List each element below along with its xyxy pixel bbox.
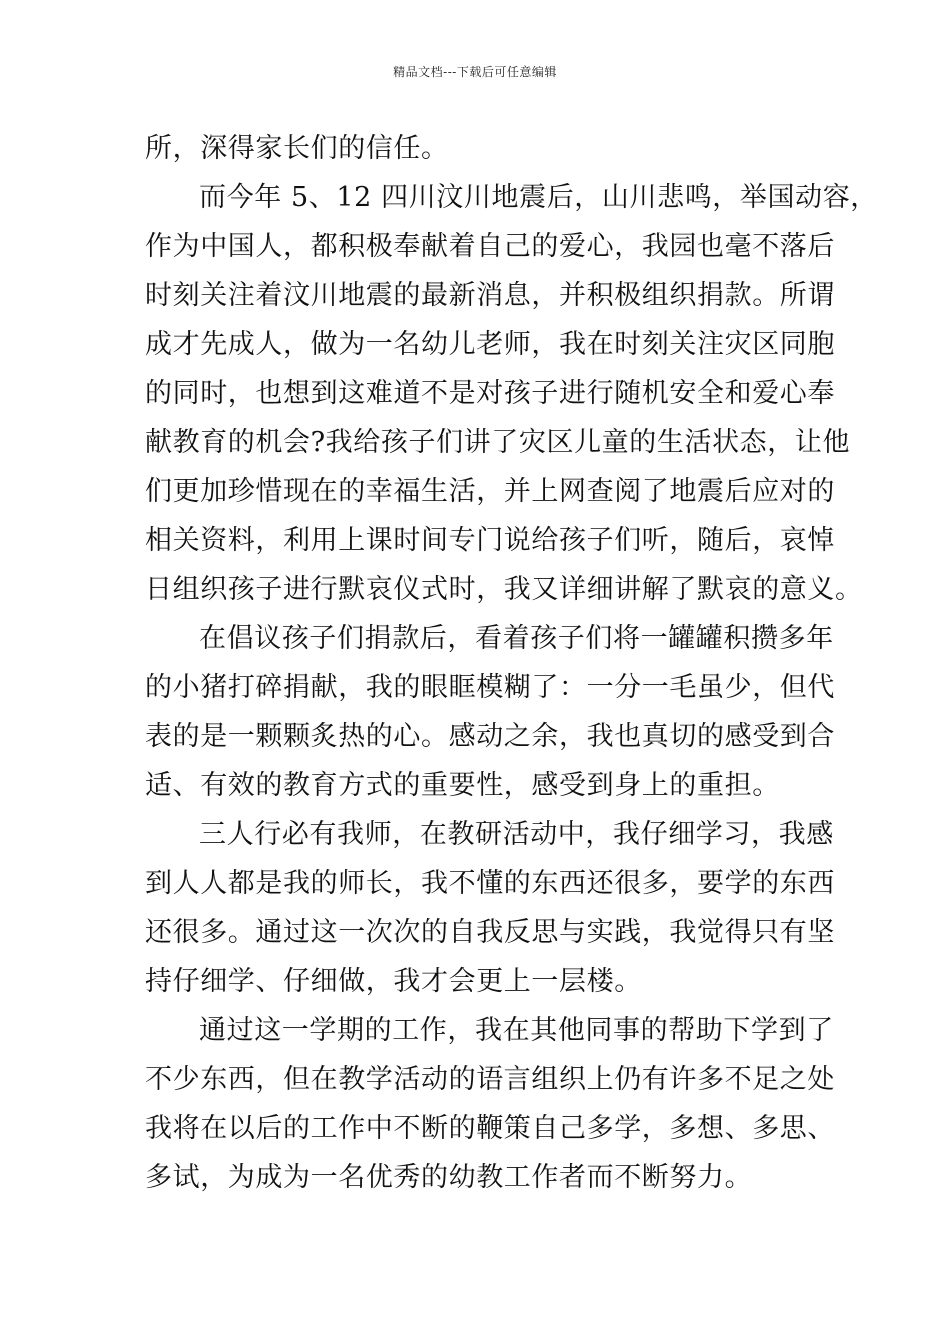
text-line: 三人行必有我师，在教研活动中，我仔细学习，我感 — [199, 819, 834, 850]
text-line: 通过这一学期的工作，我在其他同事的帮助下学到了 — [199, 1015, 834, 1046]
text-line: 在倡议孩子们捐款后，看着孩子们将一罐罐积攒多年 — [199, 623, 834, 654]
text-line: 表的是一颗颗炙热的心。感动之余，我也真切的感受到合 — [145, 721, 835, 752]
text-line: 还很多。通过这一次次的自我反思与实践，我觉得只有坚 — [145, 917, 835, 948]
text-line: 到人人都是我的师长，我不懂的东西还很多，要学的东西 — [145, 868, 835, 899]
text-line: 们更加珍惜现在的幸福生活，并上网查阅了地震后应对的 — [145, 476, 835, 507]
text-line: 时刻关注着汶川地震的最新消息，并积极组织捐款。所谓 — [145, 280, 835, 311]
document-body — [145, 124, 878, 1202]
text-line: 相关资料，利用上课时间专门说给孩子们听，随后，哀悼 — [145, 525, 835, 556]
text-line: 而今年 5、12 四川汶川地震后，山川悲鸣，举国动容， — [199, 182, 878, 213]
text-line: 所，深得家长们的信任。 — [145, 133, 449, 164]
text-line: 日组织孩子进行默哀仪式时，我又详细讲解了默哀的意义。 — [145, 574, 863, 605]
text-line: 成才先成人，做为一名幼儿老师，我在时刻关注灾区同胞 — [145, 329, 835, 360]
page-header: 精品文档---下载后可任意编辑 — [393, 65, 557, 79]
text-line: 的同时，也想到这难道不是对孩子进行随机安全和爱心奉 — [145, 378, 835, 409]
text-line: 作为中国人，都积极奉献着自己的爱心，我园也毫不落后 — [145, 231, 835, 262]
text-line: 的小猪打碎捐献，我的眼眶模糊了：一分一毛虽少，但代 — [145, 672, 835, 703]
text-line: 持仔细学、仔细做，我才会更上一层楼。 — [145, 966, 642, 997]
text-line: 献教育的机会?我给孩子们讲了灾区儿童的生活状态，让他 — [145, 427, 851, 458]
text-line: 适、有效的教育方式的重要性，感受到身上的重担。 — [145, 770, 780, 801]
text-line: 不少东西，但在教学活动的语言组织上仍有许多不足之处 — [145, 1064, 835, 1095]
text-line: 多试，为成为一名优秀的幼教工作者而不断努力。 — [145, 1162, 753, 1193]
text-line: 我将在以后的工作中不断的鞭策自己多学，多想、多思、 — [145, 1113, 835, 1144]
